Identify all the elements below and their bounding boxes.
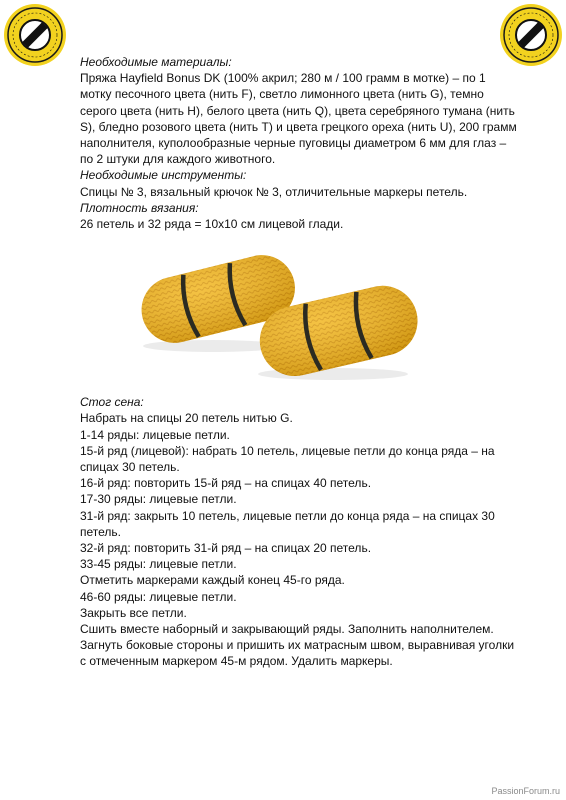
pattern-line: 17-30 ряды: лицевые петли. [80, 492, 237, 507]
materials-line: наполнителя, куполообразные черные пуговицы диаметром 6 мм для глаз – [80, 136, 507, 151]
pattern-line: Загнуть боковые стороны и пришить их матрасным швом, выравнивая уголки [80, 638, 515, 653]
pattern-line: Сшить вместе наборный и закрывающий ряды. Заполнить наполнителем. [80, 622, 494, 637]
materials-line: по 2 штуки для каждого животного. [80, 152, 276, 167]
pattern-line: Отметить маркерами каждый конец 45-го ряда. [80, 573, 345, 588]
gauge-text: 26 петель и 32 ряда = 10x10 см лицевой глади. [80, 217, 344, 232]
gauge-heading: Плотность вязания: [80, 200, 199, 215]
materials-line: S), бледно розового цвета (нить T) и цвета грецкого ореха (нить U), 200 грамм [80, 119, 517, 134]
pattern-line: с отмеченным маркером 45-м рядом. Удалить маркеры. [80, 654, 393, 669]
pattern-line: 46-60 ряды: лицевые петли. [80, 589, 237, 604]
pattern-line: 15-й ряд (лицевой): набрать 10 петель, лицевые петли до конца ряда – на [80, 443, 495, 458]
pattern-line: спицах 30 петель. [80, 460, 180, 475]
tools-heading: Необходимые инструменты: [80, 168, 247, 183]
materials-line: мотку песочного цвета (нить F), светло лимонного цвета (нить G), темно [80, 87, 484, 102]
pattern-heading: Стог сена: [80, 395, 144, 410]
pdf-xchange-logo-icon [6, 6, 64, 64]
tools-text: Спицы № 3, вязальный крючок № 3, отличительные маркеры петель. [80, 184, 468, 199]
pattern-line: 31-й ряд: закрыть 10 петель, лицевые петли до конца ряда – на спицах 30 [80, 508, 495, 523]
hay-bales-photo [128, 238, 426, 388]
materials-heading: Необходимые материалы: [80, 55, 232, 69]
watermark: PassionForum.ru [491, 786, 560, 796]
pattern-line: 16-й ряд: повторить 15-й ряд – на спицах 40 петель. [80, 476, 372, 491]
pattern-line: 33-45 ряды: лицевые петли. [80, 557, 237, 572]
pattern-line: 32-й ряд: повторить 31-й ряд – на спицах 20 петель. [80, 541, 372, 556]
pattern-line: Закрыть все петли. [80, 605, 187, 620]
materials-line: Пряжа Hayfield Bonus DK (100% акрил; 280 м / 100 грамм в мотке) – по 1 [80, 71, 486, 86]
pattern-line: петель. [80, 524, 121, 539]
materials-line: серого цвета (нить H), белого цвета (нить Q), цвета серебряного тумана (нить [80, 103, 515, 118]
pattern-line: 1-14 ряды: лицевые петли. [80, 427, 230, 442]
pattern-line: Набрать на спицы 20 петель нитью G. [80, 411, 293, 426]
pdf-xchange-badge-left[interactable] [4, 4, 66, 66]
